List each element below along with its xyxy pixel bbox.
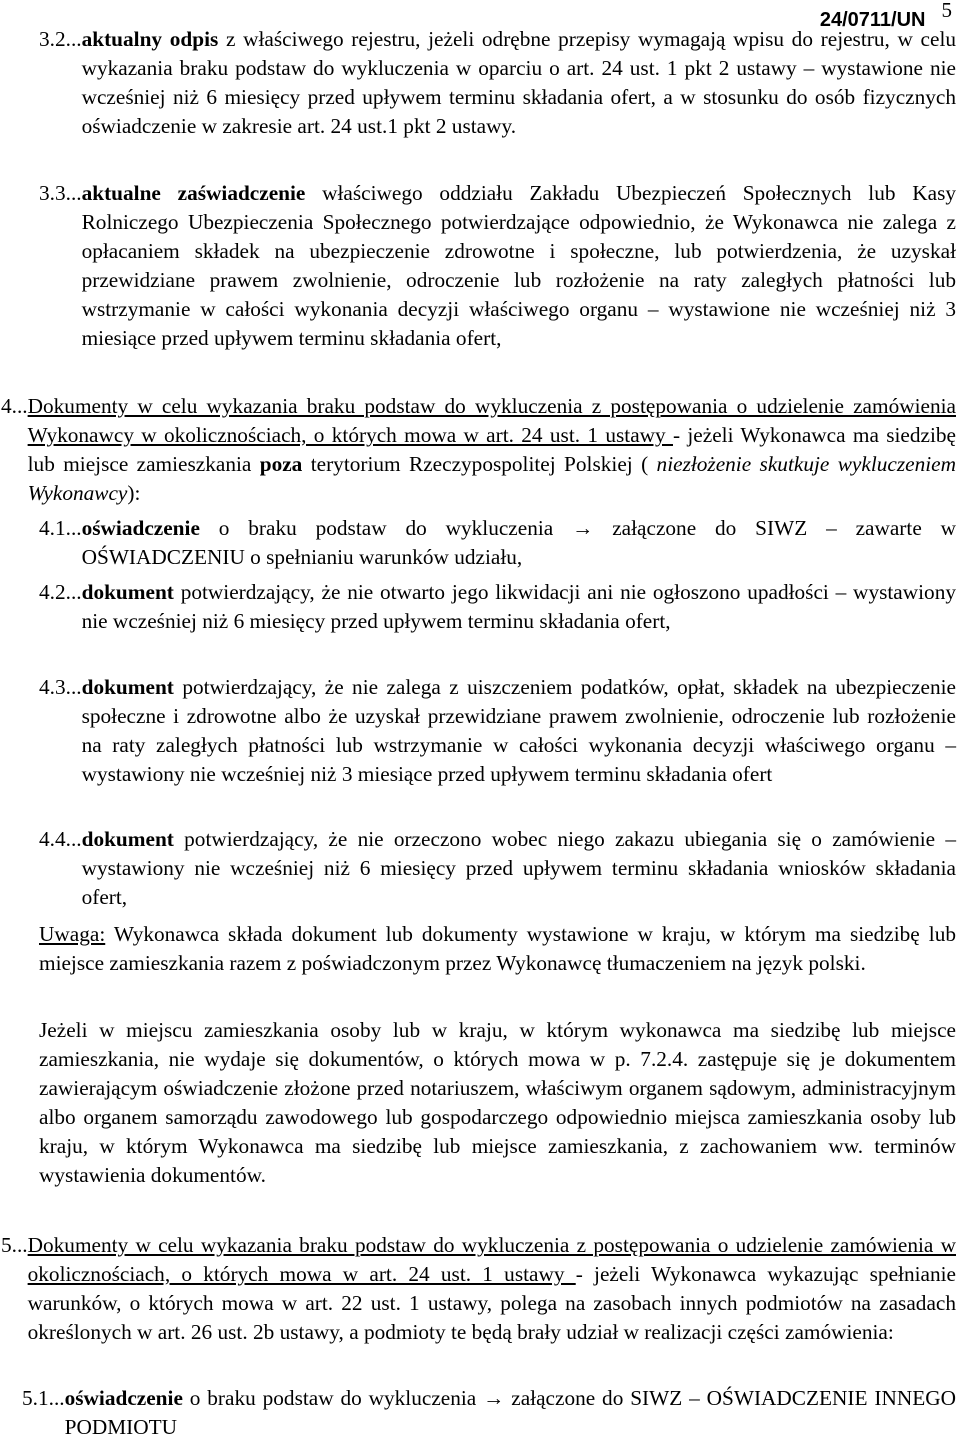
section-text: ): bbox=[127, 481, 141, 505]
section-4-1 bbox=[39, 514, 956, 572]
section-text: załączone do SIWZ – OŚWIADCZENIE INNEGO PODMIOTU bbox=[64, 1386, 956, 1439]
section-4-3 bbox=[39, 673, 956, 789]
section-number: 4.3... bbox=[39, 675, 82, 699]
section-keyword: oświadczenie bbox=[64, 1386, 183, 1410]
section-text: terytorium Rzeczypospolitej Polskiej ( bbox=[302, 452, 657, 476]
section-number: 5.1... bbox=[22, 1386, 65, 1410]
section-text: załączone do SIWZ – zawarte w OŚWIADCZENIU o spełnianiu warunków udziału, bbox=[81, 516, 957, 569]
section-3-2 bbox=[39, 25, 956, 141]
section-4-2 bbox=[39, 578, 956, 636]
note-paragraph bbox=[39, 920, 956, 978]
section-text: - jeżeli Wykonawca wykazując spełnianie warunków, o których mowa w art. 22 ust. 1 ustawy, polega na zasobach innych podmiotów na zasadach określonych w art. 26 ust. 2b ustawy, a podmioty te będą brały udział w realizacji części zamówienia: bbox=[27, 1262, 956, 1344]
arrow-right-icon: → bbox=[572, 516, 594, 540]
section-keyword: oświadczenie bbox=[81, 516, 200, 540]
note-text: Wykonawca składa dokument lub dokumenty wystawione w kraju, w którym ma siedzibę lub miejsce zamieszkania razem z poświadczonym przez Wykonawcę tłumaczeniem na język polski. bbox=[39, 922, 956, 975]
section-keyword: aktualny odpis bbox=[81, 27, 219, 51]
section-heading: Dokumenty w celu wykazania braku podstaw do wykluczenia z postępowania o udzielenie zamówienia w okolicznościach, o których mowa w art. 24 ust. 1 ustawy bbox=[27, 1233, 956, 1286]
section-keyword: dokument bbox=[81, 580, 174, 604]
substitute-document-paragraph bbox=[39, 1016, 956, 1190]
section-text: z właściwego rejestru, jeżeli odrębne przepisy wymagają wpisu do rejestru, w celu wykazania braku podstaw do wykluczenia w oparciu o art. 24 ust. 1 pkt 2 ustawy – wystawione nie wcześniej niż 6 miesięcy przed upływem terminu składania ofert, a w stosunku do osób fizycznych oświadczenie w zakresie art. 24 ust.1 pkt 2 ustawy. bbox=[81, 27, 957, 138]
section-number: 4.1... bbox=[39, 516, 82, 540]
section-number: 3.2... bbox=[39, 27, 82, 51]
section-4 bbox=[1, 392, 956, 508]
section-text: potwierdzający, że nie zalega z uiszczeniem podatków, opłat, składek na ubezpieczenie społeczne i zdrowotne albo że uzyskał przewidziane prawem zwolnienie, odroczenie lub rozłożenie na raty zaległych płatności lub wstrzymanie w całości wykonania decyzji właściwego organu – wystawiony nie wcześniej niż 3 miesiące przed upływem terminu składania ofert bbox=[81, 675, 956, 786]
section-note: niezłożenie skutkuje wykluczeniem Wykonawcy bbox=[27, 452, 956, 505]
section-text: o braku podstaw do wykluczenia bbox=[182, 1386, 484, 1410]
section-number: 4.2... bbox=[39, 580, 82, 604]
section-text: potwierdzający, że nie orzeczono wobec niego zakazu ubiegania się o zamówienie – wystawiony nie wcześniej niż 6 miesięcy przed upływem terminu składania wniosków składania ofert, bbox=[81, 827, 956, 909]
note-label: Uwaga: bbox=[39, 922, 106, 946]
section-text: o braku podstaw do wykluczenia bbox=[199, 516, 573, 540]
section-number: 4... bbox=[1, 394, 28, 418]
arrow-right-icon: → bbox=[483, 1386, 505, 1410]
section-keyword: dokument bbox=[81, 675, 174, 699]
section-3-3 bbox=[39, 179, 956, 353]
section-keyword: aktualne zaświadczenie bbox=[81, 181, 306, 205]
section-text: właściwego oddziału Zakładu Ubezpieczeń Społecznych lub Kasy Rolniczego Ubezpieczenia Społecznego potwierdzające odpowiednio, że Wykonawca nie zalega z opłacaniem składek na ubezpieczenie zdrowotne i społeczne, lub potwierdzenia, że uzyskał przewidziane prawem zwolnienie, odroczenie lub rozłożenie na raty zaległych płatności lub wstrzymanie w całości wykonania decyzji właściwego organu – wystawione nie wcześniej niż 3 miesiące przed upływem terminu składania ofert, bbox=[81, 181, 956, 350]
document-code: 24/0711/UN bbox=[819, 9, 926, 31]
section-text: potwierdzający, że nie otwarto jego likwidacji ani nie ogłoszono upadłości – wystawiony nie wcześniej niż 6 miesięcy przed upływem terminu składania ofert, bbox=[81, 580, 956, 633]
section-number: 4.4... bbox=[39, 827, 82, 851]
section-5 bbox=[1, 1231, 956, 1347]
paragraph-text: Jeżeli w miejscu zamieszkania osoby lub w kraju, w którym wykonawca ma siedzibę lub miejsce zamieszkania, nie wydaje się dokumentów, o których mowa w p. 7.2.4. zastępuje się je dokumentem zawierającym oświadczenie złożone przed notariuszem, właściwym organem sądowym, administracyjnym albo organem samorządu zawodowego lub gospodarczego odpowiednio miejsca zamieszkania osoby lub kraju, w którym Wykonawca ma siedzibę lub miejsce zamieszkania, z zachowaniem ww. terminów wystawienia dokumentów. bbox=[39, 1018, 956, 1187]
section-keyword: dokument bbox=[81, 827, 174, 851]
page-number: 5 bbox=[941, 0, 952, 22]
section-number: 3.3... bbox=[39, 181, 82, 205]
section-4-4 bbox=[39, 825, 956, 912]
section-heading: Dokumenty w celu wykazania braku podstaw do wykluczenia z postępowania o udzielenie zamówienia Wykonawcy w okolicznościach, o których mowa w art. 24 ust. 1 ustawy bbox=[27, 394, 956, 447]
section-text: - jeżeli Wykonawca ma siedzibę lub miejsce zamieszkania bbox=[27, 423, 956, 476]
section-5-1 bbox=[22, 1384, 956, 1442]
section-number: 5... bbox=[1, 1233, 28, 1257]
section-keyword: poza bbox=[259, 452, 303, 476]
